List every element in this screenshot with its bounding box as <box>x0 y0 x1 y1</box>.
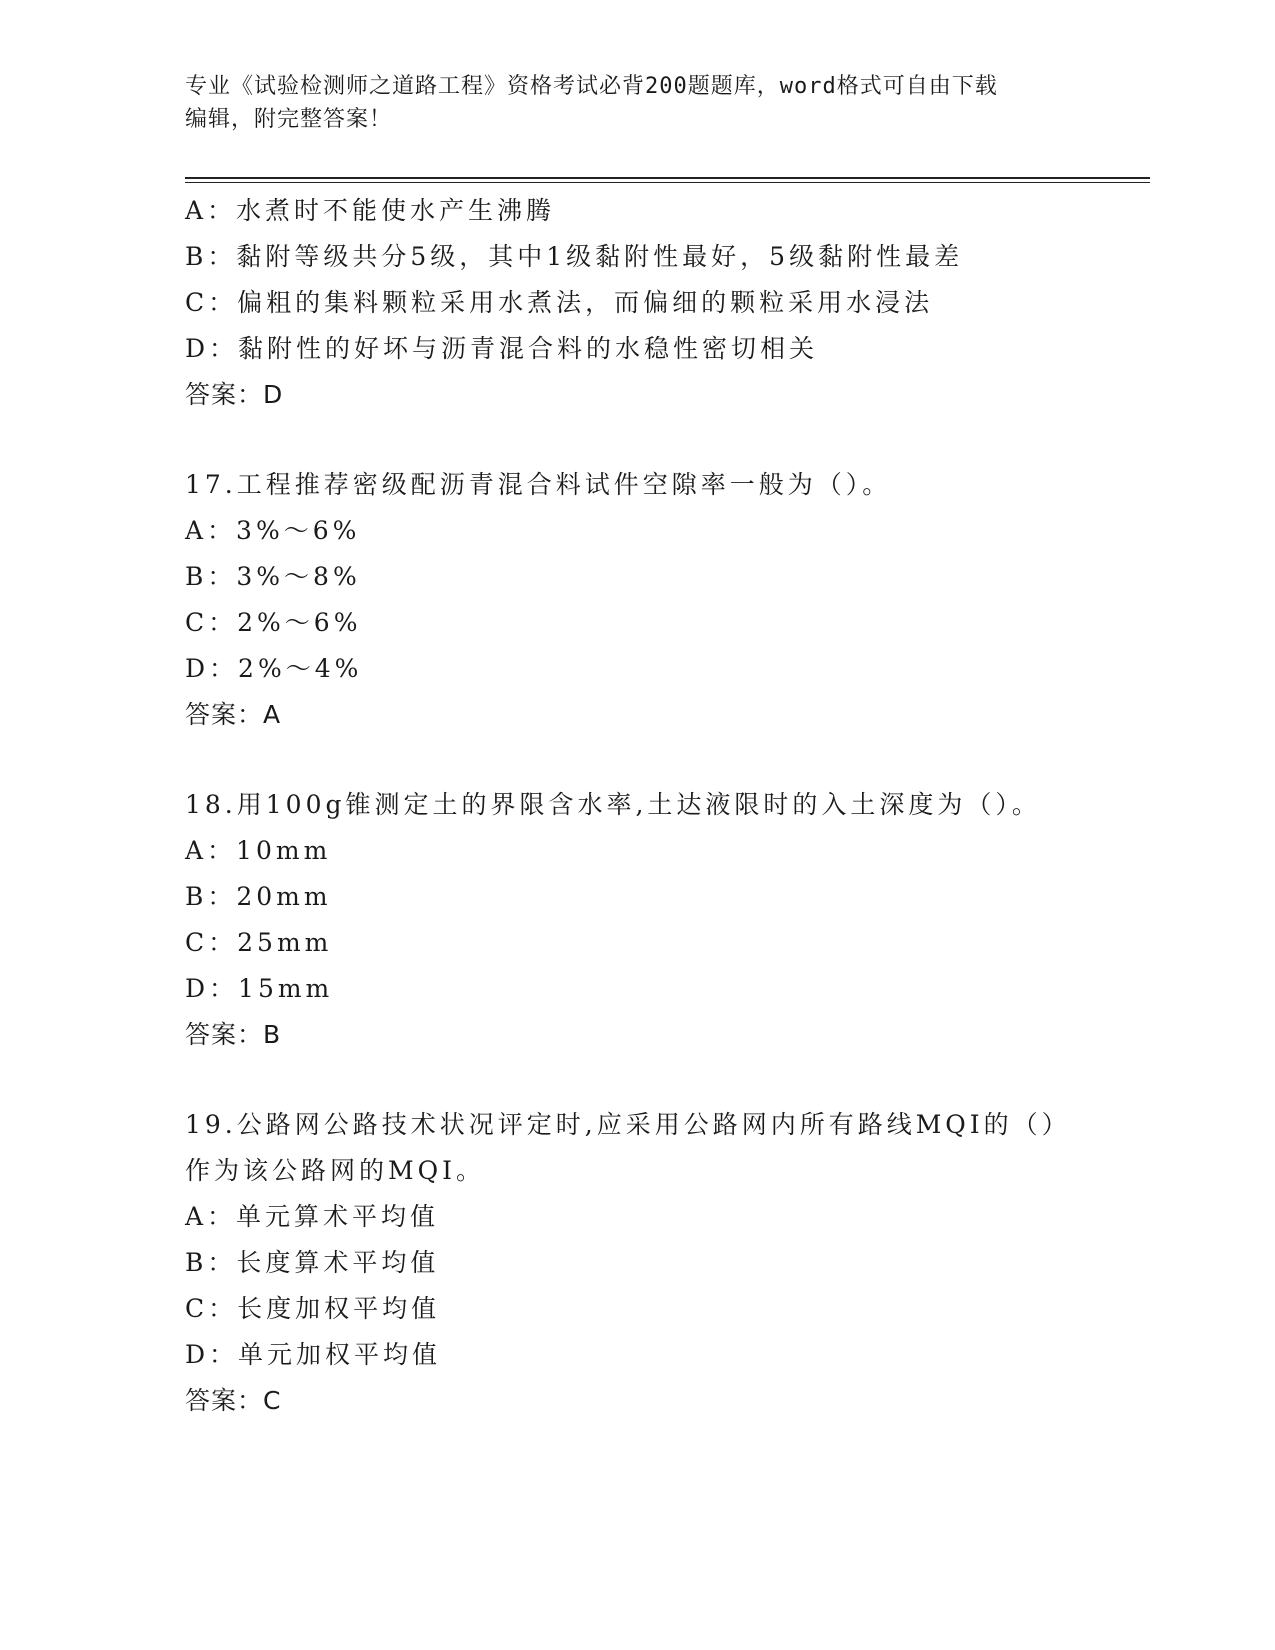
option-a: A：3%～6% <box>185 516 361 545</box>
answer: 答案：C <box>185 1386 282 1415</box>
option-b: B：长度算术平均值 <box>185 1248 440 1277</box>
header-divider-thin <box>185 182 1150 183</box>
option-a: A：10mm <box>185 836 332 865</box>
answer: 答案：A <box>185 700 282 729</box>
question-text: 17.工程推荐密级配沥青混合料试件空隙率一般为（）。 <box>185 470 892 499</box>
option-c: C：偏粗的集料颗粒采用水煮法，而偏细的颗粒采用水浸法 <box>185 288 934 317</box>
option-b: B：黏附等级共分5级，其中1级黏附性最好，5级黏附性最差 <box>185 242 964 271</box>
option-a: A：水煮时不能使水产生沸腾 <box>185 196 556 225</box>
question-18-block <box>185 782 1145 1058</box>
option-d: D：黏附性的好坏与沥青混合料的水稳性密切相关 <box>185 334 819 363</box>
option-d: D：单元加权平均值 <box>185 1340 442 1369</box>
answer: 答案：D <box>185 380 284 409</box>
option-a: A：单元算术平均值 <box>185 1202 440 1231</box>
question-text: 18.用100g锥测定土的界限含水率,土达液限时的入土深度为（）。 <box>185 790 1041 819</box>
document-header <box>185 70 1085 136</box>
question-17-block <box>185 462 1145 738</box>
header-divider <box>185 177 1150 179</box>
option-b: B：3%～8% <box>185 562 361 591</box>
question-19-block <box>185 1102 1145 1424</box>
option-c: C：2%～6% <box>185 608 362 637</box>
question-text-line-2: 作为该公路网的MQI。 <box>185 1156 485 1185</box>
option-b: B：20mm <box>185 882 332 911</box>
option-c: C：25mm <box>185 928 333 957</box>
option-d: D：2%～4% <box>185 654 363 683</box>
header-title-line-2: 编辑，附完整答案！ <box>185 107 393 132</box>
header-title-line-1: 专业《试验检测师之道路工程》资格考试必背200题题库，word格式可自由下载 <box>185 74 998 99</box>
answer: 答案：B <box>185 1020 282 1049</box>
option-c: C：长度加权平均值 <box>185 1294 441 1323</box>
question-list <box>185 188 1145 1424</box>
option-d: D：15mm <box>185 974 334 1003</box>
question-text-line-1: 19.公路网公路技术状况评定时,应采用公路网内所有路线MQI的（） <box>185 1110 1071 1139</box>
question-16-block <box>185 188 1145 418</box>
